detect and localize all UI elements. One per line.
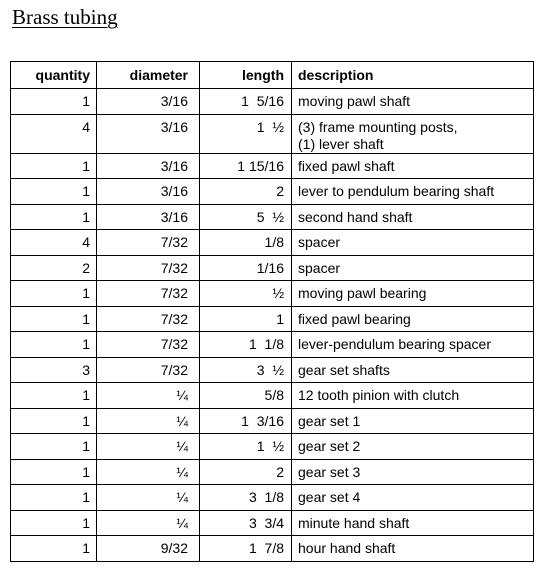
cell-description: gear set 4 bbox=[292, 485, 534, 511]
cell-quantity: 4 bbox=[11, 114, 97, 153]
cell-diameter: ¼ bbox=[97, 383, 200, 409]
table-row bbox=[11, 434, 534, 460]
cell-quantity: 1 bbox=[11, 204, 97, 230]
cell-length: 1 ½ bbox=[200, 434, 292, 460]
cell-diameter: ¼ bbox=[97, 408, 200, 434]
cell-description: 12 tooth pinion with clutch bbox=[292, 383, 534, 409]
cell-quantity: 1 bbox=[11, 179, 97, 205]
cell-quantity: 1 bbox=[11, 306, 97, 332]
cell-description: spacer bbox=[292, 255, 534, 281]
brass-tubing-table bbox=[10, 61, 534, 562]
table-row bbox=[11, 179, 534, 205]
cell-quantity: 1 bbox=[11, 434, 97, 460]
cell-quantity: 3 bbox=[11, 357, 97, 383]
table-row bbox=[11, 89, 534, 115]
cell-quantity: 1 bbox=[11, 281, 97, 307]
cell-diameter: 3/16 bbox=[97, 179, 200, 205]
cell-diameter: 7/32 bbox=[97, 332, 200, 358]
cell-length: 5/8 bbox=[200, 383, 292, 409]
cell-diameter: 7/32 bbox=[97, 357, 200, 383]
cell-quantity: 1 bbox=[11, 89, 97, 115]
table-header-row bbox=[11, 62, 534, 89]
cell-description: moving pawl bearing bbox=[292, 281, 534, 307]
cell-diameter: 7/32 bbox=[97, 281, 200, 307]
cell-length: 3 1/8 bbox=[200, 485, 292, 511]
cell-quantity: 1 bbox=[11, 459, 97, 485]
cell-length: 1 5/16 bbox=[200, 89, 292, 115]
cell-diameter: 3/16 bbox=[97, 114, 200, 153]
cell-length: 1/8 bbox=[200, 230, 292, 256]
cell-length: 1/16 bbox=[200, 255, 292, 281]
cell-description: gear set 1 bbox=[292, 408, 534, 434]
cell-quantity: 1 bbox=[11, 536, 97, 562]
cell-quantity: 1 bbox=[11, 485, 97, 511]
table-row bbox=[11, 255, 534, 281]
cell-length: ½ bbox=[200, 281, 292, 307]
table-row bbox=[11, 459, 534, 485]
cell-description: fixed pawl bearing bbox=[292, 306, 534, 332]
cell-description: (3) frame mounting posts, (1) lever shaft bbox=[292, 114, 534, 153]
cell-description: lever to pendulum bearing shaft bbox=[292, 179, 534, 205]
cell-diameter: 3/16 bbox=[97, 89, 200, 115]
cell-description: fixed pawl shaft bbox=[292, 153, 534, 179]
table-row bbox=[11, 408, 534, 434]
header-description: description bbox=[292, 62, 534, 89]
table-row bbox=[11, 281, 534, 307]
cell-description: gear set 3 bbox=[292, 459, 534, 485]
cell-diameter: 9/32 bbox=[97, 536, 200, 562]
cell-description: lever-pendulum bearing spacer bbox=[292, 332, 534, 358]
cell-length: 2 bbox=[200, 459, 292, 485]
cell-quantity: 1 bbox=[11, 153, 97, 179]
cell-quantity: 1 bbox=[11, 332, 97, 358]
cell-length: 2 bbox=[200, 179, 292, 205]
header-diameter: diameter bbox=[97, 62, 200, 89]
cell-diameter: ¼ bbox=[97, 459, 200, 485]
cell-length: 1 15/16 bbox=[200, 153, 292, 179]
cell-description: spacer bbox=[292, 230, 534, 256]
header-length: length bbox=[200, 62, 292, 89]
cell-description: gear set shafts bbox=[292, 357, 534, 383]
cell-length: 3 3/4 bbox=[200, 510, 292, 536]
cell-description: second hand shaft bbox=[292, 204, 534, 230]
cell-quantity: 1 bbox=[11, 408, 97, 434]
cell-diameter: 3/16 bbox=[97, 153, 200, 179]
table-row bbox=[11, 306, 534, 332]
cell-quantity: 2 bbox=[11, 255, 97, 281]
cell-length: 3 ½ bbox=[200, 357, 292, 383]
cell-description: minute hand shaft bbox=[292, 510, 534, 536]
cell-diameter: ¼ bbox=[97, 434, 200, 460]
cell-diameter: 7/32 bbox=[97, 230, 200, 256]
table-row bbox=[11, 332, 534, 358]
cell-description: gear set 2 bbox=[292, 434, 534, 460]
page-title: Brass tubing bbox=[12, 5, 118, 29]
table-row bbox=[11, 204, 534, 230]
cell-length: 1 bbox=[200, 306, 292, 332]
table-row bbox=[11, 153, 534, 179]
table-row bbox=[11, 383, 534, 409]
table-row bbox=[11, 485, 534, 511]
cell-quantity: 1 bbox=[11, 510, 97, 536]
table-row bbox=[11, 230, 534, 256]
cell-diameter: 7/32 bbox=[97, 306, 200, 332]
cell-length: 1 1/8 bbox=[200, 332, 292, 358]
cell-diameter: 3/16 bbox=[97, 204, 200, 230]
cell-quantity: 4 bbox=[11, 230, 97, 256]
cell-diameter: ¼ bbox=[97, 485, 200, 511]
table-body bbox=[11, 89, 534, 562]
cell-length: 1 ½ bbox=[200, 114, 292, 153]
cell-quantity: 1 bbox=[11, 383, 97, 409]
table-row bbox=[11, 536, 534, 562]
cell-description: hour hand shaft bbox=[292, 536, 534, 562]
cell-length: 1 3/16 bbox=[200, 408, 292, 434]
table-row bbox=[11, 510, 534, 536]
table-row bbox=[11, 357, 534, 383]
header-quantity: quantity bbox=[11, 62, 97, 89]
cell-diameter: 7/32 bbox=[97, 255, 200, 281]
cell-length: 5 ½ bbox=[200, 204, 292, 230]
table-row bbox=[11, 114, 534, 153]
cell-diameter: ¼ bbox=[97, 510, 200, 536]
cell-length: 1 7/8 bbox=[200, 536, 292, 562]
cell-description: moving pawl shaft bbox=[292, 89, 534, 115]
